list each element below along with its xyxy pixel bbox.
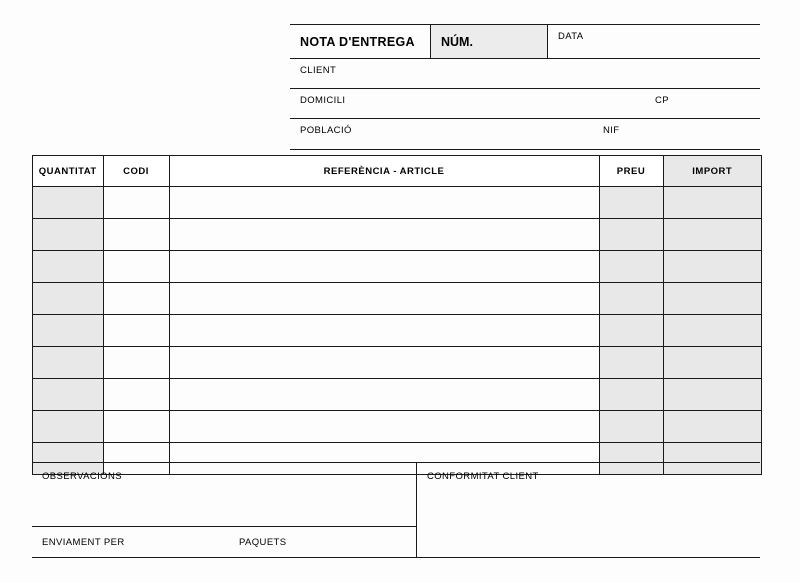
cell-referencia[interactable] [169, 187, 599, 219]
cell-quantitat[interactable] [33, 251, 103, 283]
cell-referencia[interactable] [169, 315, 599, 347]
table-row [33, 219, 761, 251]
items-table [32, 155, 762, 475]
cell-codi[interactable] [103, 379, 169, 411]
footer-block [32, 462, 760, 558]
poblacio-label: POBLACIÓ [300, 125, 352, 136]
table-row [33, 411, 761, 443]
domicili-field[interactable] [290, 89, 760, 118]
table-row [33, 379, 761, 411]
header-title-row [290, 25, 760, 59]
document-date-field[interactable]: DATA [558, 31, 584, 42]
nif-label: NIF [603, 125, 620, 136]
table-row [33, 283, 761, 315]
column-header-quantitat: QUANTITAT [33, 156, 103, 187]
cp-label: CP [655, 95, 669, 106]
poblacio-row [290, 119, 760, 149]
conformitat-client-field[interactable]: CONFORMITAT CLIENT [427, 471, 539, 482]
items-table-header-row [33, 156, 761, 187]
items-table-body [33, 187, 761, 475]
table-row [33, 187, 761, 219]
cell-preu[interactable] [599, 283, 663, 315]
cell-codi[interactable] [103, 219, 169, 251]
cell-preu[interactable] [599, 411, 663, 443]
enviament-label: ENVIAMENT PER [42, 536, 125, 548]
cell-codi[interactable] [103, 411, 169, 443]
cell-import[interactable] [663, 219, 761, 251]
cell-preu[interactable] [599, 219, 663, 251]
cell-quantitat[interactable] [33, 315, 103, 347]
cell-preu[interactable] [599, 251, 663, 283]
cell-quantitat[interactable] [33, 219, 103, 251]
cell-codi[interactable] [103, 187, 169, 219]
column-header-referencia-article: REFERÈNCIA - ARTICLE [169, 156, 599, 187]
cell-codi[interactable] [103, 315, 169, 347]
cell-import[interactable] [663, 283, 761, 315]
domicili-label: DOMICILI [300, 95, 346, 106]
header-block [290, 24, 760, 150]
document-number-field[interactable]: NÚM. [430, 25, 548, 58]
cell-referencia[interactable] [169, 219, 599, 251]
cell-import[interactable] [663, 411, 761, 443]
footer-left-column [32, 463, 417, 557]
cell-codi[interactable] [103, 347, 169, 379]
document-title: NOTA D'ENTREGA [300, 34, 415, 49]
cell-quantitat[interactable] [33, 379, 103, 411]
cell-preu[interactable] [599, 379, 663, 411]
enviament-field[interactable] [32, 527, 416, 557]
table-row [33, 347, 761, 379]
cell-referencia[interactable] [169, 347, 599, 379]
poblacio-field[interactable] [290, 119, 760, 149]
cell-quantitat[interactable] [33, 347, 103, 379]
column-header-codi: CODI [103, 156, 169, 187]
cell-quantitat[interactable] [33, 187, 103, 219]
observacions-field[interactable]: OBSERVACIONS [32, 463, 416, 527]
cell-quantitat[interactable] [33, 411, 103, 443]
cell-preu[interactable] [599, 187, 663, 219]
cell-preu[interactable] [599, 347, 663, 379]
column-header-import: IMPORT [663, 156, 761, 187]
cell-referencia[interactable] [169, 251, 599, 283]
cell-import[interactable] [663, 347, 761, 379]
cell-referencia[interactable] [169, 411, 599, 443]
column-header-preu: PREU [599, 156, 663, 187]
client-row [290, 59, 760, 89]
cell-codi[interactable] [103, 251, 169, 283]
paquets-label: PAQUETS [239, 536, 287, 548]
table-row [33, 315, 761, 347]
cell-codi[interactable] [103, 283, 169, 315]
domicili-row [290, 89, 760, 119]
cell-import[interactable] [663, 379, 761, 411]
table-row [33, 251, 761, 283]
cell-preu[interactable] [599, 315, 663, 347]
cell-import[interactable] [663, 187, 761, 219]
cell-quantitat[interactable] [33, 283, 103, 315]
cell-referencia[interactable] [169, 379, 599, 411]
cell-import[interactable] [663, 251, 761, 283]
cell-referencia[interactable] [169, 283, 599, 315]
client-field[interactable]: CLIENT [300, 65, 337, 76]
cell-import[interactable] [663, 315, 761, 347]
